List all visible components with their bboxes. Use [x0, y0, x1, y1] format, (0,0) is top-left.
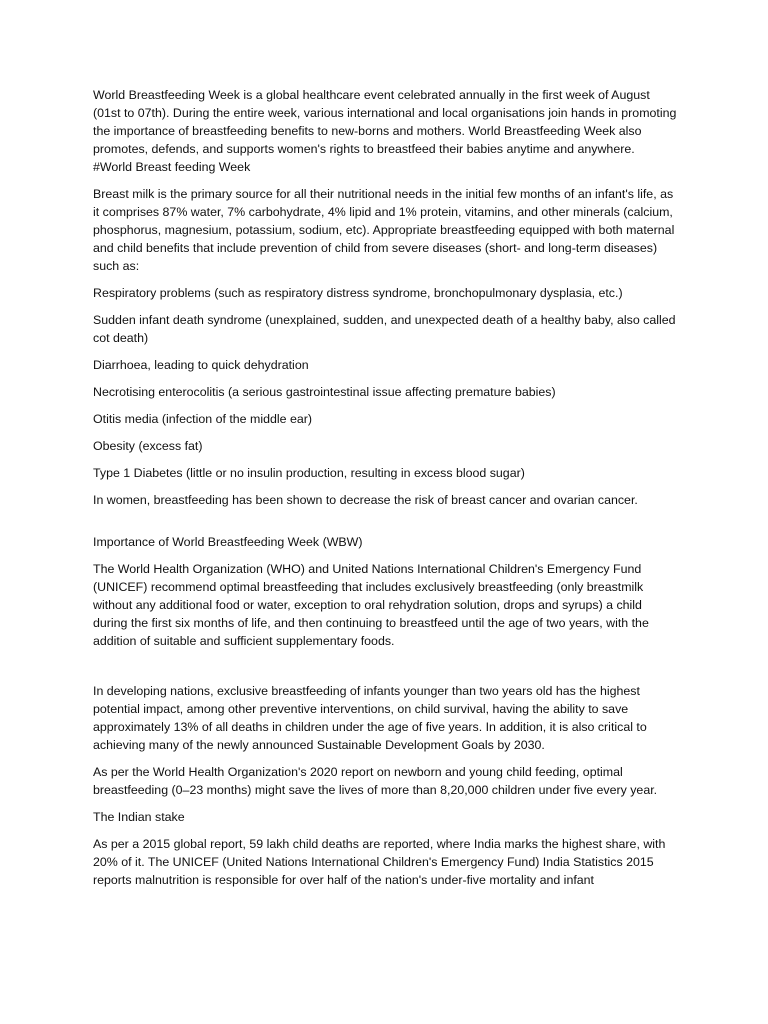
list-item-enterocolitis: Necrotising enterocolitis (a serious gastrointestinal issue affecting premature babies): [93, 385, 556, 399]
paragraph-india-statistics: As per a 2015 global report, 59 lakh child deaths are reported, where India marks the highest share, with 20% of it. The UNICEF (United Nations International Children's Emergency Fund) India Statistics 2015 reports malnutrition is responsible for over half of the nation's under-five mortality and infant: [93, 837, 666, 887]
paragraph-who-unicef: The World Health Organization (WHO) and United Nations International Children's Emergency Fund (UNICEF) recommend optimal breastfeeding that includes exclusively breastfeeding (only breastmilk without any additional food or water, exception to oral rehydration solution, drops and syrups) a child during the first six months of life, and then continuing to breastfeed until the age of two years, with the addition of suitable and sufficient supplementary foods.: [93, 562, 649, 648]
section-heading-importance: Importance of World Breastfeeding Week (WBW): [93, 535, 363, 549]
paragraph-who-2020-report: As per the World Health Organization's 2020 report on newborn and young child feeding, optimal breastfeeding (0–23 months) might save the lives of more than 8,20,000 children under five every year.: [93, 765, 658, 797]
list-item-obesity: Obesity (excess fat): [93, 439, 203, 453]
document-body: [93, 86, 677, 898]
section-heading-indian-stake: The Indian stake: [93, 810, 185, 824]
list-item-diarrhoea: Diarrhoea, leading to quick dehydration: [93, 358, 309, 372]
list-item-sids: Sudden infant death syndrome (unexplained, sudden, and unexpected death of a healthy baby, also called cot death): [93, 313, 676, 345]
list-item-respiratory: Respiratory problems (such as respiratory distress syndrome, bronchopulmonary dysplasia, etc.): [93, 286, 623, 300]
paragraph-developing-nations: In developing nations, exclusive breastfeeding of infants younger than two years old has the highest potential impact, among other preventive interventions, on child survival, having the ability to save approximately 13% of all deaths in children under the age of five years. In addition, it is also critical to achieving many of the newly announced Sustainable Development Goals by 2030.: [93, 684, 647, 752]
paragraph-intro: World Breastfeeding Week is a global healthcare event celebrated annually in the first week of August (01st to 07th). During the entire week, various international and local organisations join hands in promoting the importance of breastfeeding benefits to new-borns and mothers. World Breastfeeding Week also promotes, defends, and supports women's rights to breastfeed their babies anytime and anywhere. #World Breast feeding Week: [93, 88, 677, 174]
paragraph-breast-milk: Breast milk is the primary source for all their nutritional needs in the initial few months of an infant's life, as it comprises 87% water, 7% carbohydrate, 4% lipid and 1% protein, vitamins, and other minerals (calcium, phosphorus, magnesium, potassium, sodium, etc). Appropriate breastfeeding equipped with both maternal and child benefits that include prevention of child from severe diseases (short- and long-term diseases) such as:: [93, 187, 675, 273]
list-item-otitis: Otitis media (infection of the middle ear): [93, 412, 312, 426]
list-item-diabetes: Type 1 Diabetes (little or no insulin production, resulting in excess blood sugar): [93, 466, 525, 480]
paragraph-women-benefits: In women, breastfeeding has been shown to decrease the risk of breast cancer and ovarian cancer.: [93, 493, 638, 507]
